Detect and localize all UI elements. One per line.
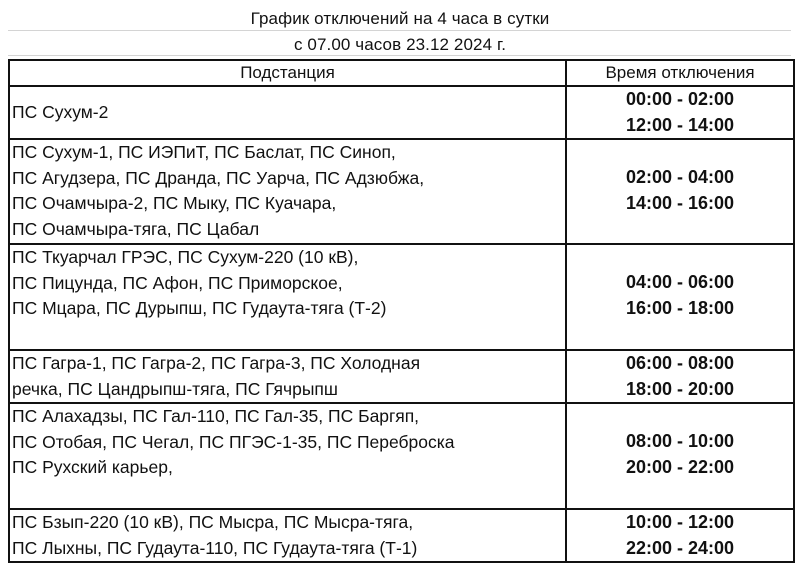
substation-line: ПС Бзып-220 (10 кВ), ПС Мысра, ПС Мысра-тяга, (12, 512, 414, 532)
substation-line: ПС Отобая, ПС Чегал, ПС ПГЭС-1-35, ПС Переброска (12, 431, 455, 452)
time-range: 12:00 - 14:00 (625, 114, 735, 135)
substation-line: ПС Агудзера, ПС Дранда, ПС Уарча, ПС Адзюбжа, (12, 167, 425, 188)
substation-cell (9, 509, 566, 562)
time-cell (566, 244, 794, 350)
table-row (9, 509, 794, 562)
substation-cell (9, 350, 566, 403)
time-range: 16:00 - 18:00 (625, 297, 735, 318)
time-range: 14:00 - 16:00 (625, 192, 735, 213)
time-range: 02:00 - 04:00 (625, 167, 735, 187)
table-row (9, 244, 794, 350)
divider (8, 55, 791, 56)
document-subtitle: с 07.00 часов 23.12 2024 г. (293, 35, 507, 54)
substation-line: ПС Рухский карьер, (12, 457, 173, 477)
substation-line: речка, ПС Цандрыпш-тяга, ПС Гячрыпш (12, 378, 338, 399)
substation-line: ПС Пицунда, ПС Афон, ПС Приморское, (12, 272, 343, 293)
time-cell (566, 139, 794, 244)
substation-line: ПС Мцара, ПС Дурыпш, ПС Гудаута-тяга (Т-2) (12, 298, 387, 318)
substation-line: ПС Лыхны, ПС Гудаута-110, ПС Гудаута-тяга (Т-1) (12, 537, 418, 558)
time-cell (566, 86, 794, 139)
substation-line: ПС Алахадзы, ПС Гал-110, ПС Гал-35, ПС Баргяп, (12, 406, 420, 426)
substation-cell (9, 86, 566, 139)
table-row (9, 403, 794, 509)
table-header-row (9, 60, 794, 86)
table-row (9, 350, 794, 403)
column-header-time: Время отключения (566, 60, 794, 86)
substation-cell (9, 244, 566, 350)
table-row (9, 86, 794, 139)
substation-cell (9, 139, 566, 244)
time-range: 20:00 - 22:00 (625, 456, 735, 477)
table-row (9, 139, 794, 244)
time-range: 04:00 - 06:00 (625, 272, 735, 292)
document-title: График отключений на 4 часа в сутки (250, 9, 550, 28)
time-range: 06:00 - 08:00 (625, 353, 735, 373)
time-range: 10:00 - 12:00 (625, 512, 735, 532)
substation-line: ПС Сухум-1, ПС ИЭПиТ, ПС Баслат, ПС Синоп, (12, 142, 396, 162)
substation-line: ПС Ткуарчал ГРЭС, ПС Сухум-220 (10 кВ), (12, 247, 359, 267)
time-range: 08:00 - 10:00 (625, 431, 735, 451)
time-cell (566, 509, 794, 562)
time-range: 00:00 - 02:00 (625, 89, 735, 109)
time-cell (566, 350, 794, 403)
substation-cell (9, 403, 566, 509)
substation-line: ПС Гагра-1, ПС Гагра-2, ПС Гагра-3, ПС Холодная (12, 353, 421, 373)
time-range: 22:00 - 24:00 (625, 537, 735, 558)
time-range: 18:00 - 20:00 (625, 378, 735, 399)
substation-line: ПС Сухум-2 (12, 102, 109, 122)
outage-schedule-table (8, 59, 795, 563)
time-cell (566, 403, 794, 509)
column-header-substation: Подстанция (9, 60, 566, 86)
divider (8, 30, 791, 31)
substation-line: ПС Очамчыра-2, ПС Мыку, ПС Куачара, (12, 193, 337, 213)
substation-line: ПС Очамчыра-тяга, ПС Цабал (12, 218, 260, 239)
